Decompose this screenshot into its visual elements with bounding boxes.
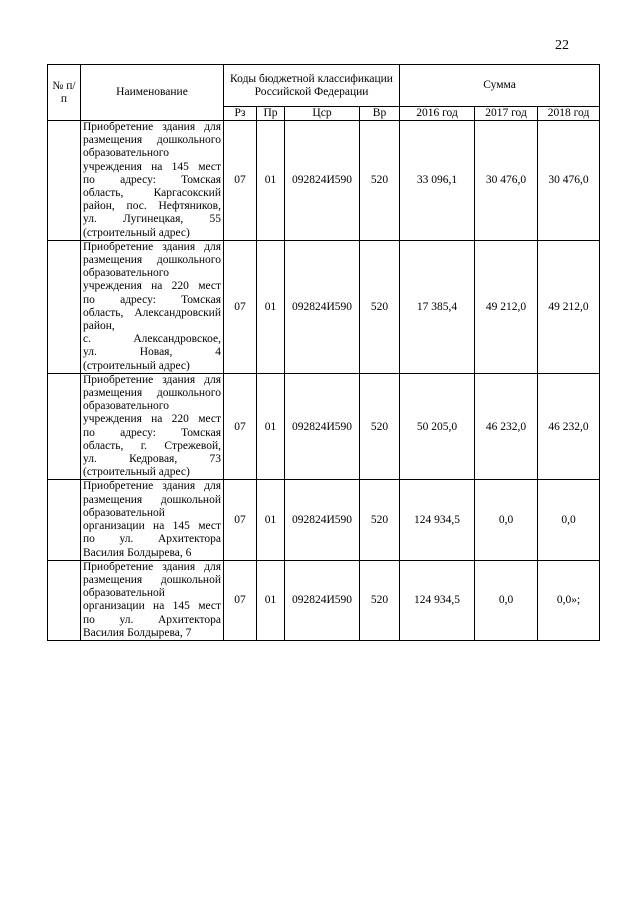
row-name-line: область, г. Стрежевой, [83, 439, 221, 452]
row-y2018: 49 212,0 [538, 240, 600, 373]
row-rz: 07 [224, 240, 257, 373]
row-name-line: размещения дошкольной [83, 493, 221, 506]
row-name-line: Приобретение здания для [83, 560, 221, 573]
row-vr: 520 [360, 560, 400, 640]
row-y2018: 0,0 [538, 480, 600, 560]
row-pr: 01 [257, 121, 285, 241]
table-body [48, 121, 600, 641]
row-index [48, 240, 81, 373]
row-y2018: 46 232,0 [538, 373, 600, 480]
row-pr: 01 [257, 480, 285, 560]
row-name [81, 560, 224, 640]
table-row [48, 373, 600, 480]
row-index [48, 373, 81, 480]
header-sum: Сумма [400, 65, 600, 107]
row-name-line: район, [83, 320, 115, 333]
row-vr: 520 [360, 121, 400, 241]
header-rz: Рз [224, 107, 257, 121]
row-name-line: с. Александровское, [83, 333, 221, 346]
row-name-line: (строительный адрес) [83, 466, 190, 479]
header-2017: 2017 год [475, 107, 538, 121]
row-csr: 092824И590 [285, 373, 360, 480]
row-name-line: Приобретение здания для [83, 121, 221, 133]
row-name-line: Приобретение здания для [83, 480, 221, 493]
row-name-line: организации на 145 мест [83, 600, 221, 613]
row-name-line: учреждения на 220 мест [83, 280, 221, 293]
row-pr: 01 [257, 373, 285, 480]
row-name-line: Приобретение здания для [83, 373, 221, 386]
row-name-line: по ул. Архитектора [83, 613, 221, 626]
row-index [48, 121, 81, 241]
row-vr: 520 [360, 240, 400, 373]
row-name [81, 240, 224, 373]
row-name-line: по адресу: Томская [83, 173, 221, 186]
row-y2016: 17 385,4 [400, 240, 475, 373]
row-name-line: ул. Кедровая, 73 [83, 453, 221, 466]
header-2018: 2018 год [538, 107, 600, 121]
row-name [81, 480, 224, 560]
row-name-line: район, пос. Нефтяников, [83, 200, 221, 213]
row-name-line: размещения дошкольного [83, 134, 221, 147]
row-y2017: 0,0 [475, 480, 538, 560]
row-name [81, 121, 224, 241]
row-name-line: учреждения на 220 мест [83, 413, 221, 426]
row-csr: 092824И590 [285, 121, 360, 241]
row-name-line: (строительный адрес) [83, 359, 190, 372]
row-index [48, 480, 81, 560]
header-csr: Цср [285, 107, 360, 121]
row-y2016: 50 205,0 [400, 373, 475, 480]
table-row [48, 560, 600, 640]
header-2016: 2016 год [400, 107, 475, 121]
row-y2018: 0,0»; [538, 560, 600, 640]
header-vr: Вр [360, 107, 400, 121]
budget-table [47, 64, 600, 641]
row-rz: 07 [224, 560, 257, 640]
row-csr: 092824И590 [285, 240, 360, 373]
row-name-line: по адресу: Томская [83, 426, 221, 439]
row-pr: 01 [257, 240, 285, 373]
row-name-line: Приобретение здания для [83, 240, 221, 253]
row-name-line: образовательной [83, 587, 165, 600]
row-name-line: по адресу: Томская [83, 293, 221, 306]
row-name-line: образовательного [83, 267, 169, 280]
row-rz: 07 [224, 373, 257, 480]
header-codes: Коды бюджетной классификации Российской Федерации [224, 65, 400, 107]
row-pr: 01 [257, 560, 285, 640]
row-name-line: образовательного [83, 400, 169, 413]
row-vr: 520 [360, 373, 400, 480]
row-name-line: Василия Болдырева, 7 [83, 626, 192, 639]
row-y2016: 33 096,1 [400, 121, 475, 241]
row-name-line: размещения дошкольного [83, 254, 221, 267]
row-name-line: организации на 145 мест [83, 520, 221, 533]
row-y2016: 124 934,5 [400, 480, 475, 560]
row-y2018: 30 476,0 [538, 121, 600, 241]
row-index [48, 560, 81, 640]
page-number: 22 [555, 38, 569, 53]
row-name-line: (строительный адрес) [83, 226, 190, 239]
row-rz: 07 [224, 121, 257, 241]
row-name-line: учреждения на 145 мест [83, 160, 221, 173]
row-name-line: размещения дошкольной [83, 573, 221, 586]
row-y2017: 0,0 [475, 560, 538, 640]
row-y2016: 124 934,5 [400, 560, 475, 640]
row-name-line: ул. Лугинецкая, 55 [83, 213, 221, 226]
header-index: № п/п [48, 65, 81, 121]
row-name-line: область, Каргасокский [83, 187, 221, 200]
row-vr: 520 [360, 480, 400, 560]
row-name [81, 373, 224, 480]
header-name: Наименование [81, 65, 224, 121]
row-name-line: область, Александровский [83, 306, 221, 319]
row-name-line: образовательного [83, 147, 169, 160]
row-name-line: Василия Болдырева, 6 [83, 546, 192, 559]
header-pr: Пр [257, 107, 285, 121]
row-y2017: 30 476,0 [475, 121, 538, 241]
row-name-line: по ул. Архитектора [83, 533, 221, 546]
row-y2017: 49 212,0 [475, 240, 538, 373]
table-row [48, 480, 600, 560]
row-rz: 07 [224, 480, 257, 560]
row-y2017: 46 232,0 [475, 373, 538, 480]
row-name-line: образовательной [83, 506, 165, 519]
table-row [48, 240, 600, 373]
row-csr: 092824И590 [285, 560, 360, 640]
row-name-line: размещения дошкольного [83, 387, 221, 400]
table-row [48, 121, 600, 241]
row-name-line: ул. Новая, 4 [83, 346, 221, 359]
row-csr: 092824И590 [285, 480, 360, 560]
